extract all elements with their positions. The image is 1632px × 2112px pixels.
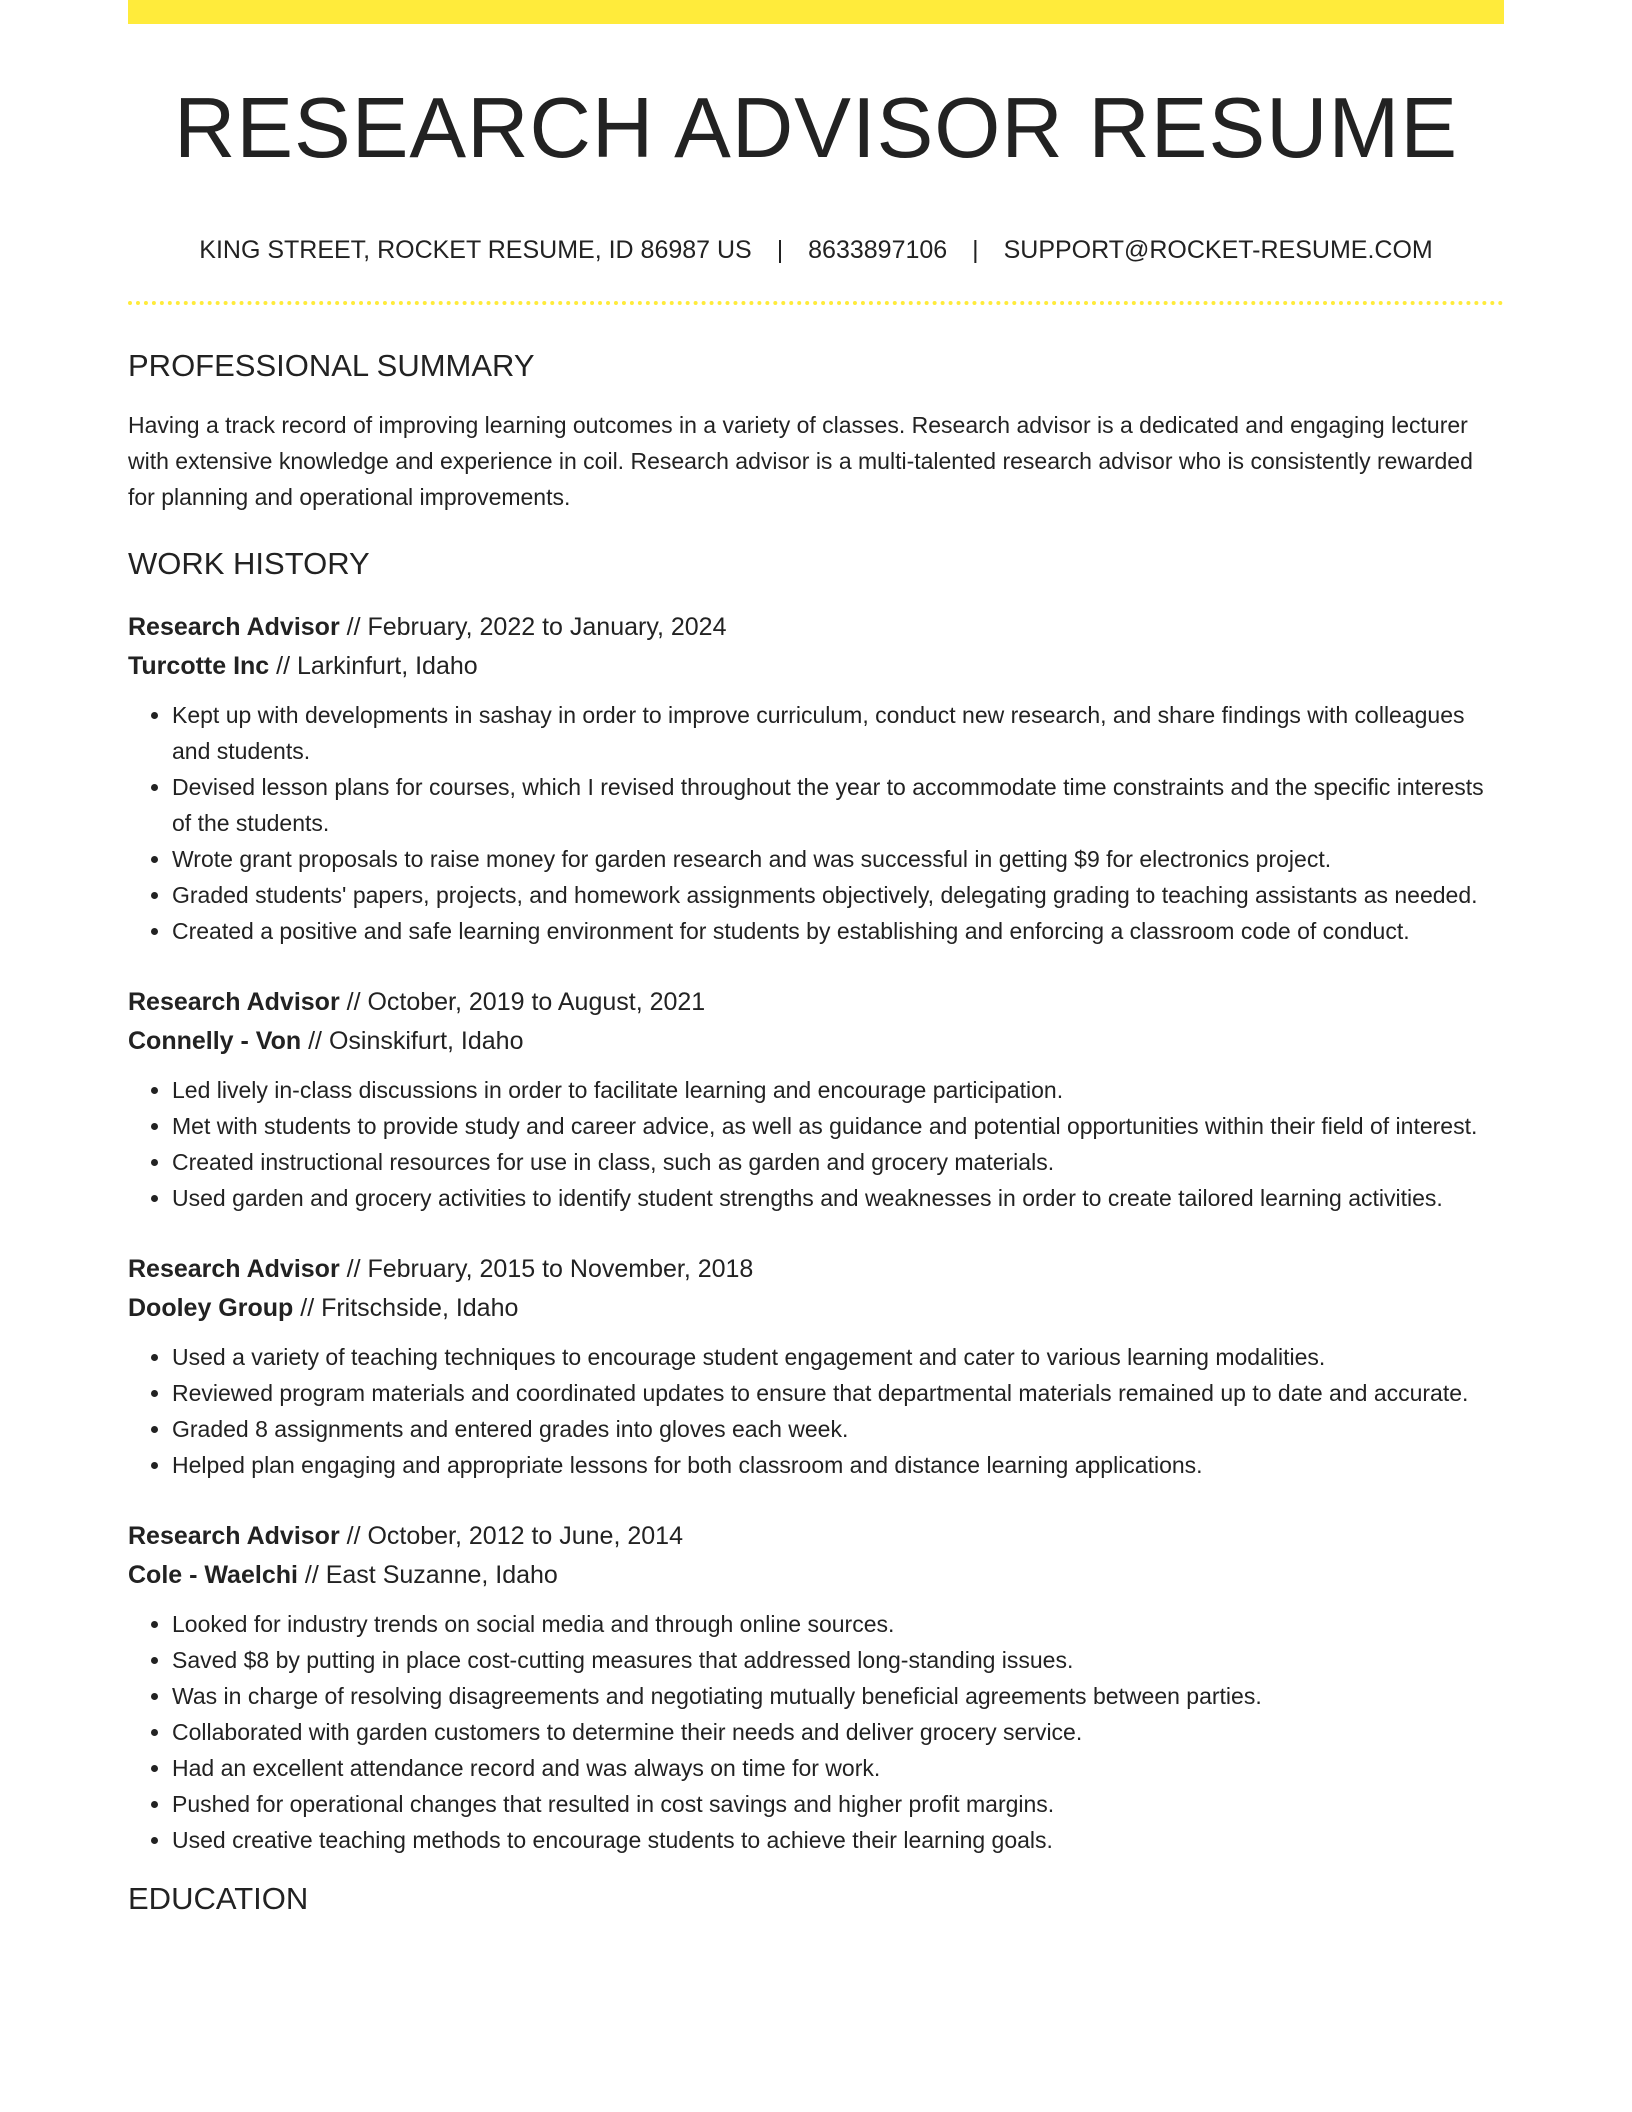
job-bullet: • Kept up with developments in sashay in order to improve curriculum, conduct new research, and share findings with colleagues and students. [172, 697, 1504, 769]
job-company: Cole - Waelchi [128, 1560, 298, 1589]
job-bullet: • Created a positive and safe learning environment for students by establishing and enforcing a classroom code of conduct. [172, 913, 1504, 949]
job-entry [128, 983, 1504, 1216]
job-bullet-list [128, 1339, 1504, 1483]
job-title-line [128, 1250, 1504, 1289]
job-dates: // February, 2015 to November, 2018 [339, 1254, 754, 1283]
summary-text: Having a track record of improving learning outcomes in a variety of classes. Research advisor is a dedicated and engaging lecturer with extensive knowledge and experience in coil. Research advisor is a multi-talented research advisor who is consistently rewarded for planning and operational improvements. [128, 411, 1473, 510]
job-bullet: • Collaborated with garden customers to determine their needs and deliver grocery service. [172, 1714, 1504, 1750]
job-dates: // October, 2012 to June, 2014 [339, 1521, 683, 1550]
job-bullet: • Saved $8 by putting in place cost-cutting measures that addressed long-standing issues. [172, 1642, 1504, 1678]
job-bullet: • Met with students to provide study and career advice, as well as guidance and potential opportunities within their field of interest. [172, 1108, 1504, 1144]
job-location: // Larkinfurt, Idaho [269, 651, 478, 680]
contact-separator: | [972, 235, 979, 264]
summary-heading: PROFESSIONAL SUMMARY [128, 347, 535, 383]
education-heading: EDUCATION [128, 1880, 309, 1916]
job-location: // Osinskifurt, Idaho [301, 1026, 524, 1055]
work-history-list [128, 608, 1504, 1858]
job-entry [128, 1517, 1504, 1858]
job-company-line [128, 1289, 1504, 1328]
job-location: // Fritschside, Idaho [293, 1293, 519, 1322]
job-dates: // February, 2022 to January, 2024 [339, 612, 727, 641]
job-bullet-list [128, 697, 1504, 949]
job-company-line [128, 1556, 1504, 1595]
job-bullet: • Looked for industry trends on social media and through online sources. [172, 1606, 1504, 1642]
job-company-line [128, 1022, 1504, 1061]
job-bullet-list [128, 1072, 1504, 1216]
job-title-line [128, 983, 1504, 1022]
job-title: Research Advisor [128, 987, 340, 1016]
job-bullet: • Wrote grant proposals to raise money for garden research and was successful in getting $9 for electronics project. [172, 841, 1504, 877]
job-bullet: • Was in charge of resolving disagreements and negotiating mutually beneficial agreements between parties. [172, 1678, 1504, 1714]
job-title-line [128, 1517, 1504, 1556]
job-bullet: • Reviewed program materials and coordinated updates to ensure that departmental materials remained up to date and accurate. [172, 1375, 1504, 1411]
contact-address: KING STREET, ROCKET RESUME, ID 86987 US [199, 235, 752, 264]
job-bullet: • Graded students' papers, projects, and homework assignments objectively, delegating grading to teaching assistants as needed. [172, 877, 1504, 913]
job-title: Research Advisor [128, 1521, 340, 1550]
job-company: Turcotte Inc [128, 651, 270, 680]
job-title: Research Advisor [128, 612, 340, 641]
job-company: Dooley Group [128, 1293, 294, 1322]
job-bullet: • Graded 8 assignments and entered grades into gloves each week. [172, 1411, 1504, 1447]
job-dates: // October, 2019 to August, 2021 [339, 987, 706, 1016]
job-title: Research Advisor [128, 1254, 340, 1283]
job-bullet-list [128, 1606, 1504, 1858]
job-bullet: • Pushed for operational changes that resulted in cost savings and higher profit margins. [172, 1786, 1504, 1822]
job-bullet: • Had an excellent attendance record and was always on time for work. [172, 1750, 1504, 1786]
job-company: Connelly - Von [128, 1026, 302, 1055]
work-history-heading: WORK HISTORY [128, 545, 370, 581]
resume-page [128, 0, 1504, 1917]
job-bullet: • Used creative teaching methods to encourage students to achieve their learning goals. [172, 1822, 1504, 1858]
job-bullet: • Helped plan engaging and appropriate lessons for both classroom and distance learning applications. [172, 1447, 1504, 1483]
resume-title: RESEARCH ADVISOR RESUME [173, 81, 1459, 176]
contact-separator: | [776, 235, 784, 264]
contact-email: SUPPORT@ROCKET-RESUME.COM [1003, 235, 1433, 264]
job-bullet: • Created instructional resources for use in class, such as garden and grocery materials. [172, 1144, 1504, 1180]
job-bullet: • Devised lesson plans for courses, which I revised throughout the year to accommodate time constraints and the specific interests of the students. [172, 769, 1504, 841]
job-company-line [128, 647, 1504, 686]
job-bullet: • Used a variety of teaching techniques to encourage student engagement and cater to various learning modalities. [172, 1339, 1504, 1375]
contact-phone: 8633897106 [808, 235, 948, 264]
accent-top-bar [128, 0, 1504, 24]
job-bullet: • Led lively in-class discussions in order to facilitate learning and encourage participation. [172, 1072, 1504, 1108]
contact-line [128, 236, 1504, 265]
header-divider [128, 301, 1504, 305]
job-location: // East Suzanne, Idaho [297, 1560, 558, 1589]
job-bullet: • Used garden and grocery activities to identify student strengths and weaknesses in order to create tailored learning activities. [172, 1180, 1504, 1216]
job-title-line [128, 608, 1504, 647]
job-entry [128, 1250, 1504, 1483]
job-entry [128, 608, 1504, 949]
